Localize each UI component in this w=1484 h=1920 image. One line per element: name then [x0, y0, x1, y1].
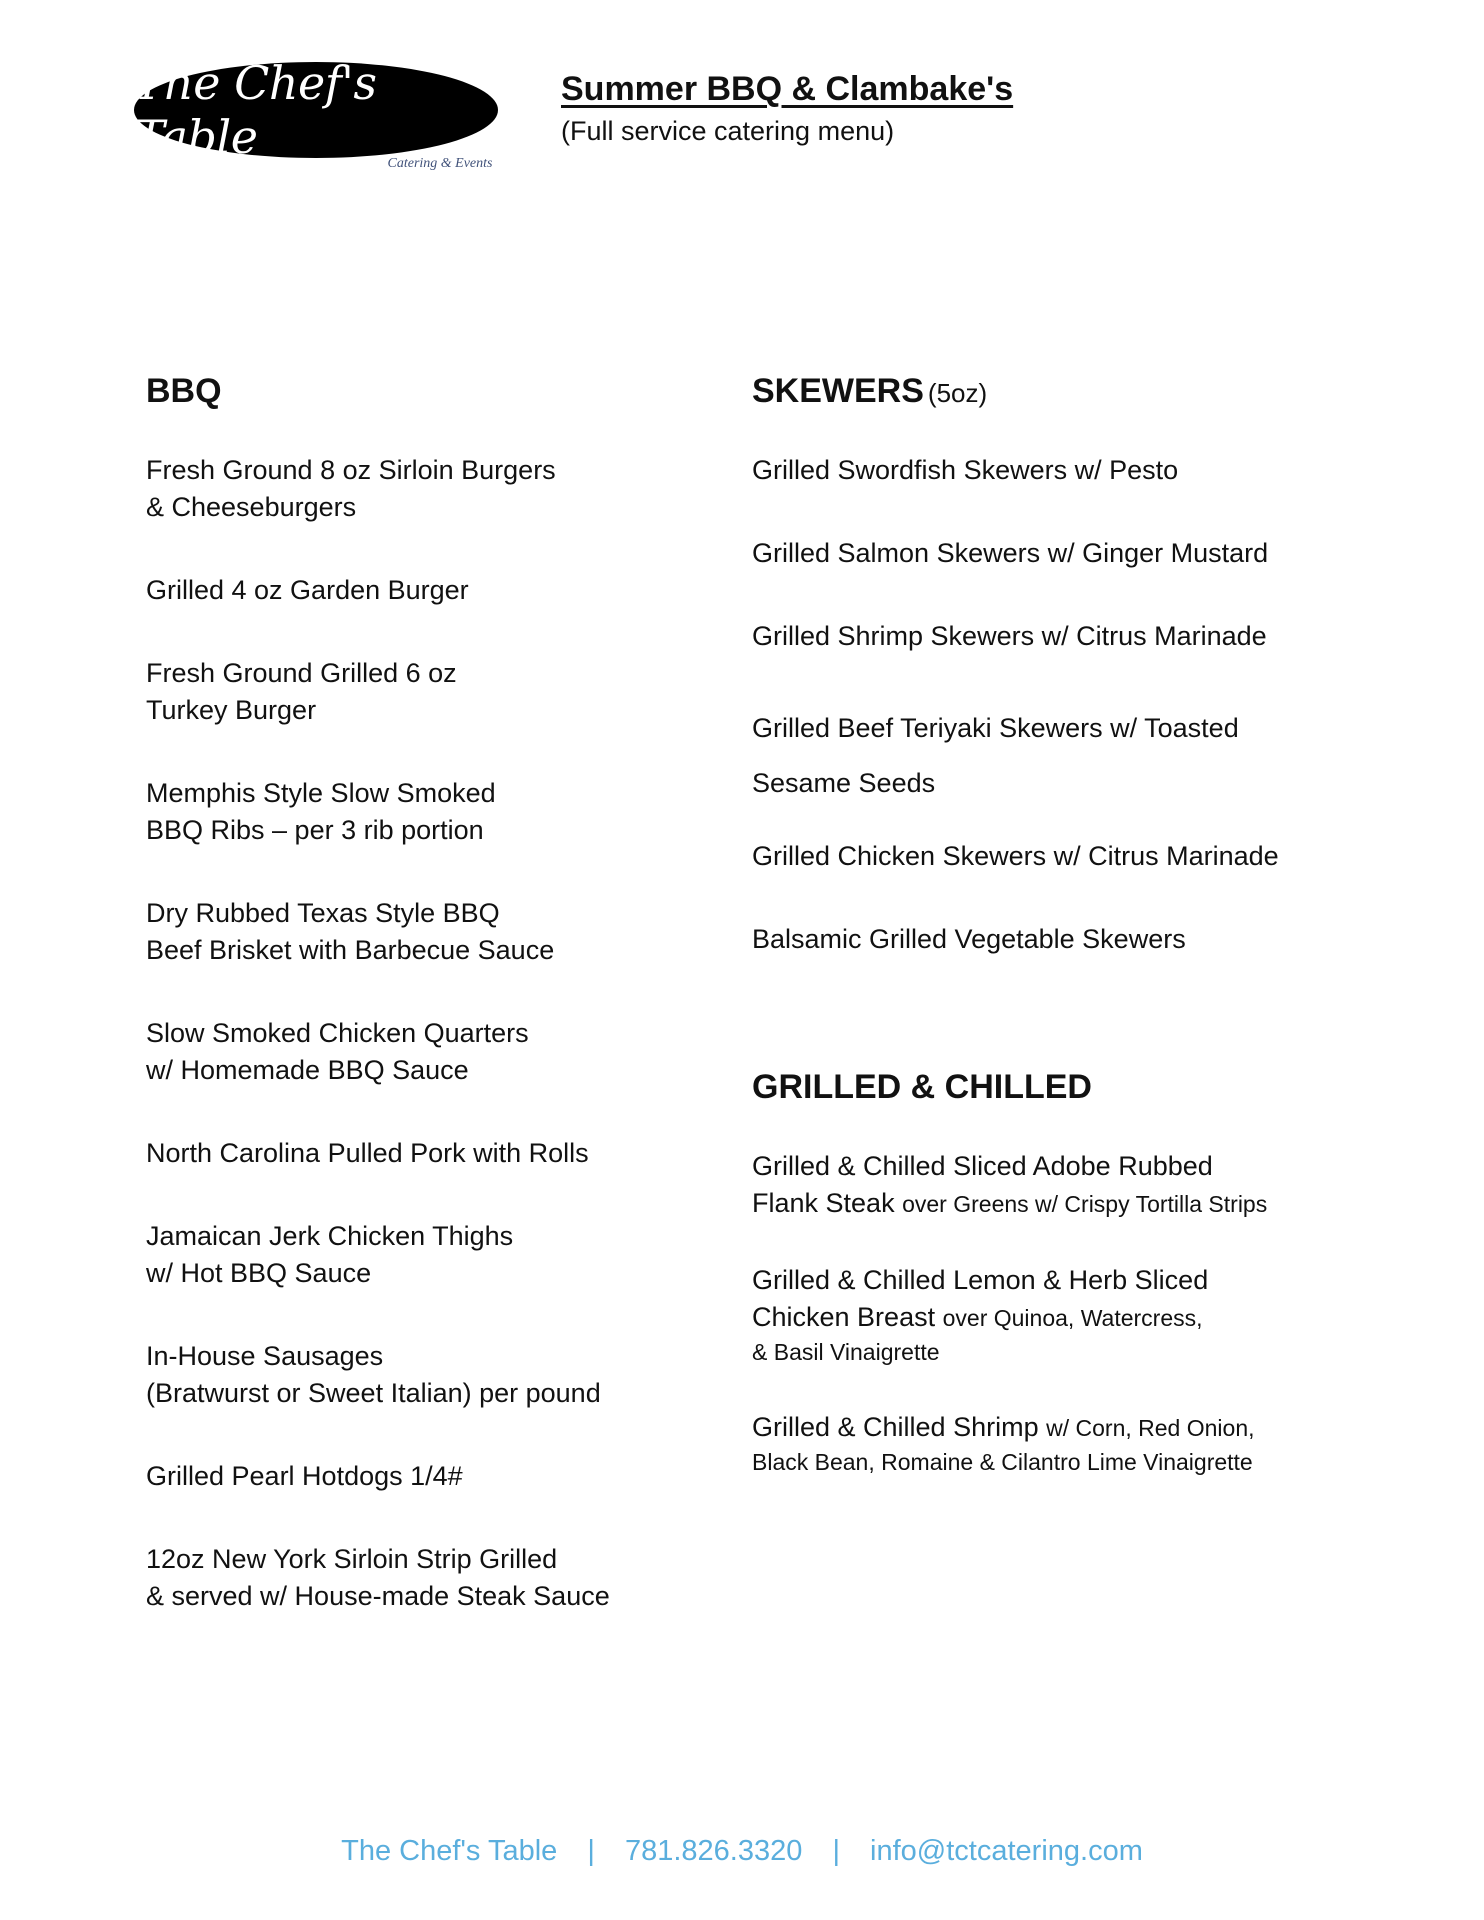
- logo: [134, 56, 504, 182]
- menu-item: Grilled Salmon Skewers w/ Ginger Mustard: [752, 538, 1269, 568]
- menu-item: Grilled Pearl Hotdogs 1/4#: [146, 1461, 463, 1491]
- footer-company-name: The Chef's Table: [341, 1835, 558, 1867]
- skewers-portion-note: (5oz): [927, 378, 988, 408]
- menu-item: Grilled & Chilled Shrimp w/ Corn, Red Onion, Black Bean, Romaine & Cilantro Lime Vinaigrette: [752, 1412, 1255, 1475]
- grilled-chilled-list: [752, 1148, 1442, 1479]
- menu-header: [561, 70, 1013, 147]
- menu-item: Slow Smoked Chicken Quarters w/ Homemade BBQ Sauce: [146, 1018, 529, 1085]
- menu-item: North Carolina Pulled Pork with Rolls: [146, 1138, 589, 1168]
- menu-subtitle: (Full service catering menu): [561, 116, 895, 146]
- footer-contact: [0, 1835, 1484, 1868]
- menu-item: Grilled Swordfish Skewers w/ Pesto: [752, 455, 1179, 485]
- menu-item: Fresh Ground Grilled 6 oz Turkey Burger: [146, 658, 457, 725]
- grilled-chilled-section-title: GRILLED & CHILLED: [752, 1068, 1092, 1106]
- logo-subtitle: Catering & Events: [387, 156, 493, 171]
- menu-title: Summer BBQ & Clambake's: [561, 70, 1014, 108]
- footer-separator: |: [832, 1835, 840, 1867]
- menu-item: Grilled Beef Teriyaki Skewers w/ Toasted Sesame Seeds: [752, 713, 1239, 798]
- skewers-list: [752, 452, 1442, 958]
- menu-item: Grilled & Chilled Lemon & Herb Sliced Chicken Breast over Quinoa, Watercress, & Basil Vinaigrette: [752, 1265, 1209, 1365]
- bbq-section: [146, 372, 706, 1661]
- logo-name: The Chef's Table: [134, 56, 377, 164]
- menu-item: Memphis Style Slow Smoked BBQ Ribs – per 3 rib portion: [146, 778, 496, 845]
- menu-item: In-House Sausages (Bratwurst or Sweet Italian) per pound: [146, 1341, 601, 1408]
- menu-item: Grilled Shrimp Skewers w/ Citrus Marinade: [752, 621, 1267, 651]
- skewers-section-title: SKEWERS (5oz): [752, 372, 988, 410]
- menu-item: Jamaican Jerk Chicken Thighs w/ Hot BBQ Sauce: [146, 1221, 514, 1288]
- menu-item: Dry Rubbed Texas Style BBQ Beef Brisket with Barbecue Sauce: [146, 898, 555, 965]
- footer-separator: |: [587, 1835, 595, 1867]
- footer-phone[interactable]: 781.826.3320: [624, 1835, 803, 1867]
- menu-item: Grilled & Chilled Sliced Adobe Rubbed Flank Steak over Greens w/ Crispy Tortilla Strips: [752, 1151, 1268, 1218]
- menu-item: Balsamic Grilled Vegetable Skewers: [752, 924, 1186, 954]
- menu-item: Grilled 4 oz Garden Burger: [146, 575, 469, 605]
- menu-item: 12oz New York Sirloin Strip Grilled & served w/ House-made Steak Sauce: [146, 1544, 610, 1611]
- bbq-list: [146, 452, 706, 1615]
- footer-email-link[interactable]: info@tctcatering.com: [870, 1835, 1143, 1867]
- menu-item: Grilled Chicken Skewers w/ Citrus Marinade: [752, 841, 1279, 871]
- right-column: [752, 372, 1442, 1519]
- bbq-section-title: BBQ: [146, 372, 222, 410]
- menu-item: Fresh Ground 8 oz Sirloin Burgers & Cheeseburgers: [146, 455, 556, 522]
